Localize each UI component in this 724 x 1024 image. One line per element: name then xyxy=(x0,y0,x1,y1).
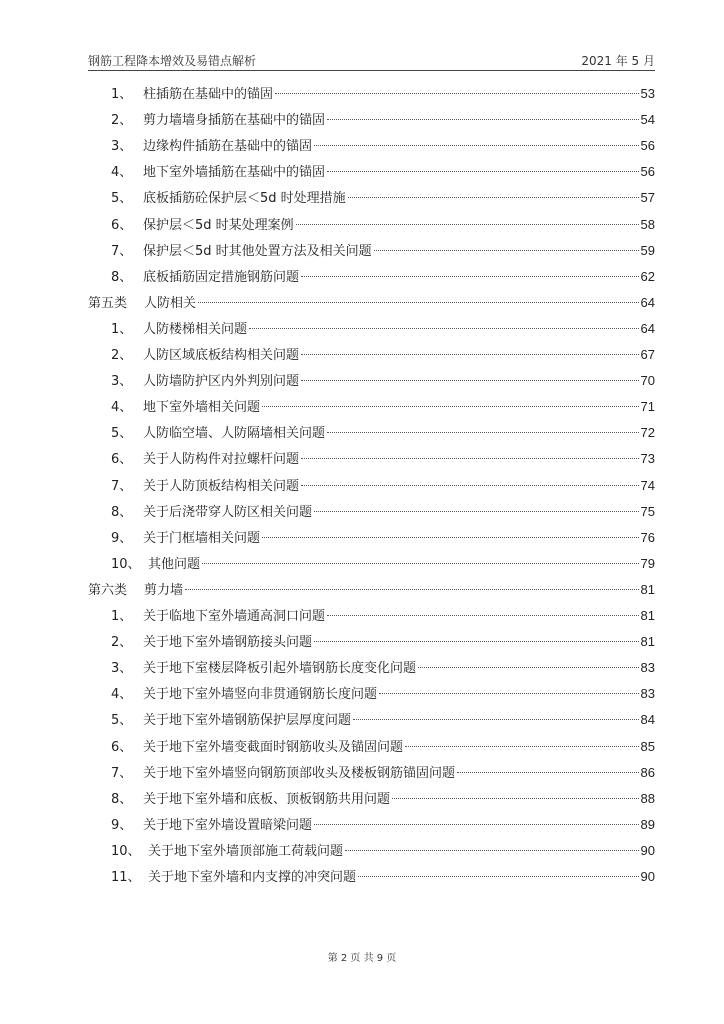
toc-item-entry[interactable] xyxy=(111,553,655,575)
toc-item-entry[interactable] xyxy=(111,788,655,810)
toc-item-entry[interactable] xyxy=(111,266,655,288)
toc-entry-number: 2、 xyxy=(111,113,133,129)
toc-dot-leader xyxy=(327,171,639,172)
toc-entry-title: 其他问题 xyxy=(148,556,201,572)
toc-entry-title: 地下室外墙插筋在基础中的锚固 xyxy=(143,165,326,181)
toc-entry-page-number: 90 xyxy=(640,842,655,858)
toc-section-entry[interactable] xyxy=(88,292,655,314)
toc-entry-page-number: 84 xyxy=(640,712,655,728)
toc-entry-number: 4、 xyxy=(111,400,133,416)
toc-dot-leader xyxy=(327,615,639,616)
toc-dot-leader xyxy=(405,746,639,747)
toc-entry-number: 6、 xyxy=(111,452,133,468)
toc-entry-number: 2、 xyxy=(111,348,133,363)
document-date: 2021 年 5 月 xyxy=(581,54,655,68)
toc-entry-number: 7、 xyxy=(111,478,133,494)
toc-entry-page-number: 53 xyxy=(640,86,655,101)
toc-entry-page-number: 54 xyxy=(640,112,655,128)
toc-entry-title: 保护层＜5d 时其他处置方法及相关问题 xyxy=(143,243,372,259)
toc-entry-number: 第六类 xyxy=(88,582,128,598)
toc-entry-page-number: 62 xyxy=(640,268,655,284)
toc-item-entry[interactable] xyxy=(111,762,655,784)
toc-entry-number: 5、 xyxy=(111,713,133,729)
toc-entry-title: 关于地下室外墙顶部施工荷载问题 xyxy=(148,843,344,859)
toc-item-entry[interactable] xyxy=(111,527,655,549)
toc-dot-leader xyxy=(392,798,639,799)
toc-entry-page-number: 75 xyxy=(640,503,655,519)
toc-item-entry[interactable] xyxy=(111,135,655,157)
toc-entry-page-number: 56 xyxy=(640,164,655,180)
toc-dot-leader xyxy=(202,563,639,564)
toc-dot-leader xyxy=(275,93,639,94)
toc-dot-leader xyxy=(314,145,639,146)
toc-section-entry[interactable] xyxy=(88,579,655,601)
toc-dot-leader xyxy=(301,354,639,355)
toc-item-entry[interactable] xyxy=(111,736,655,758)
toc-item-entry[interactable] xyxy=(111,866,655,888)
toc-entry-title: 关于门框墙相关问题 xyxy=(143,530,261,546)
toc-entry-title: 人防临空墙、人防隔墙相关问题 xyxy=(143,426,326,442)
toc-entry-page-number: 71 xyxy=(640,399,655,415)
toc-entry-page-number: 59 xyxy=(640,242,655,258)
toc-entry-page-number: 86 xyxy=(640,764,655,780)
toc-item-entry[interactable] xyxy=(111,214,655,236)
toc-item-entry[interactable] xyxy=(111,161,655,183)
toc-item-entry[interactable] xyxy=(111,683,655,705)
toc-dot-leader xyxy=(185,589,639,590)
toc-entry-number: 11、 xyxy=(111,870,141,885)
toc-entry-page-number: 85 xyxy=(640,738,655,754)
toc-dot-leader xyxy=(301,380,639,381)
toc-entry-number: 第五类 xyxy=(88,295,128,311)
toc-item-entry[interactable] xyxy=(111,83,655,105)
toc-dot-leader xyxy=(374,250,639,251)
toc-entry-title: 关于地下室外墙竖向钢筋顶部收头及楼板钢筋锚固问题 xyxy=(143,765,456,781)
toc-entry-number: 5、 xyxy=(111,426,133,442)
toc-entry-title: 人防楼梯相关问题 xyxy=(143,321,248,337)
toc-entry-page-number: 70 xyxy=(640,373,655,389)
toc-entry-number: 1、 xyxy=(111,87,133,102)
toc-entry-title: 关于地下室外墙钢筋保护层厚度问题 xyxy=(143,713,352,729)
page-footer xyxy=(0,949,724,964)
toc-entry-number: 3、 xyxy=(111,661,133,677)
toc-item-entry[interactable] xyxy=(111,475,655,497)
toc-entry-title: 地下室外墙相关问题 xyxy=(143,400,261,416)
toc-item-entry[interactable] xyxy=(111,605,655,627)
toc-entry-title: 底板插筋砼保护层＜5d 时处理措施 xyxy=(143,191,346,207)
toc-dot-leader xyxy=(348,197,639,198)
toc-item-entry[interactable] xyxy=(111,657,655,679)
toc-item-entry[interactable] xyxy=(111,240,655,262)
toc-dot-leader xyxy=(301,458,639,459)
header-divider xyxy=(88,70,655,71)
toc-entry-number: 8、 xyxy=(111,504,133,520)
toc-entry-page-number: 72 xyxy=(640,425,655,441)
toc-entry-number: 3、 xyxy=(111,374,133,390)
toc-dot-leader xyxy=(314,511,639,512)
toc-entry-title: 关于地下室楼层降板引起外墙钢筋长度变化问题 xyxy=(143,661,417,677)
toc-item-entry[interactable] xyxy=(111,840,655,862)
toc-entry-title: 关于人防顶板结构相关问题 xyxy=(143,478,300,494)
toc-entry-title: 关于地下室外墙竖向非贯通钢筋长度问题 xyxy=(143,687,378,703)
toc-entry-page-number: 81 xyxy=(640,581,655,597)
toc-entry-number: 6、 xyxy=(111,217,133,233)
toc-item-entry[interactable] xyxy=(111,187,655,209)
toc-item-entry[interactable] xyxy=(111,396,655,418)
toc-dot-leader xyxy=(301,485,639,486)
toc-dot-leader xyxy=(345,850,639,851)
toc-entry-title: 剪力墙墙身插筋在基础中的锚固 xyxy=(143,113,326,129)
toc-entry-page-number: 74 xyxy=(640,477,655,493)
document-title: 钢筋工程降本增效及易错点解析 xyxy=(88,54,257,68)
toc-dot-leader xyxy=(262,537,639,538)
toc-item-entry[interactable] xyxy=(111,344,655,366)
toc-entry-number: 9、 xyxy=(111,530,133,546)
toc-entry-page-number: 79 xyxy=(640,555,655,571)
toc-entry-title: 剪力墙 xyxy=(144,582,184,598)
toc-entry-page-number: 88 xyxy=(640,790,655,806)
toc-entry-title: 关于临地下室外墙通高洞口问题 xyxy=(143,609,326,624)
toc-dot-leader xyxy=(262,406,639,407)
toc-entry-title: 人防区域底板结构相关问题 xyxy=(143,348,300,363)
toc-item-entry[interactable] xyxy=(111,370,655,392)
page-header xyxy=(88,52,655,70)
toc-entry-page-number: 81 xyxy=(640,634,655,650)
toc-entry-number: 8、 xyxy=(111,791,133,807)
toc-dot-leader xyxy=(327,119,639,120)
toc-entry-page-number: 83 xyxy=(640,686,655,702)
toc-entry-number: 1、 xyxy=(111,321,133,337)
toc-entry-title: 柱插筋在基础中的锚固 xyxy=(143,87,274,102)
toc-entry-page-number: 64 xyxy=(640,294,655,310)
toc-entry-number: 10、 xyxy=(111,556,141,572)
toc-entry-page-number: 58 xyxy=(640,216,655,232)
toc-item-entry[interactable] xyxy=(111,501,655,523)
toc-dot-leader xyxy=(418,667,639,668)
toc-item-entry[interactable] xyxy=(111,448,655,470)
toc-item-entry[interactable] xyxy=(111,422,655,444)
toc-dot-leader xyxy=(358,876,639,877)
toc-entry-title: 关于人防构件对拉螺杆问题 xyxy=(143,452,300,468)
toc-entry-title: 人防墙防护区内外判别问题 xyxy=(143,374,300,390)
toc-entry-title: 关于地下室外墙设置暗梁问题 xyxy=(143,817,313,833)
page-number-label: 第 2 页 共 9 页 xyxy=(327,953,397,964)
toc-entry-number: 3、 xyxy=(111,139,133,155)
toc-entry-page-number: 73 xyxy=(640,451,655,467)
toc-entry-page-number: 76 xyxy=(640,529,655,545)
toc-entry-number: 4、 xyxy=(111,687,133,703)
toc-entry-number: 6、 xyxy=(111,739,133,755)
toc-entry-page-number: 81 xyxy=(640,608,655,623)
toc-entry-number: 5、 xyxy=(111,191,133,207)
toc-dot-leader xyxy=(457,772,639,773)
toc-entry-page-number: 90 xyxy=(640,869,655,884)
toc-dot-leader xyxy=(296,224,639,225)
toc-entry-number: 2、 xyxy=(111,635,133,651)
toc-entry-number: 9、 xyxy=(111,817,133,833)
toc-entry-page-number: 56 xyxy=(640,138,655,154)
toc-item-entry[interactable] xyxy=(111,109,655,131)
toc-item-entry[interactable] xyxy=(111,631,655,653)
toc-dot-leader xyxy=(314,641,639,642)
toc-entry-page-number: 89 xyxy=(640,816,655,832)
toc-item-entry[interactable] xyxy=(111,318,655,340)
toc-entry-title: 关于地下室外墙和底板、顶板钢筋共用问题 xyxy=(143,791,391,807)
toc-entry-title: 底板插筋固定措施钢筋问题 xyxy=(143,269,300,285)
toc-entry-page-number: 67 xyxy=(640,347,655,362)
toc-dot-leader xyxy=(198,302,639,303)
toc-dot-leader xyxy=(327,432,639,433)
toc-dot-leader xyxy=(353,719,639,720)
toc-entry-page-number: 57 xyxy=(640,190,655,206)
toc-entry-page-number: 83 xyxy=(640,660,655,676)
toc-dot-leader xyxy=(249,328,639,329)
toc-entry-number: 10、 xyxy=(111,843,141,859)
toc-entry-page-number: 64 xyxy=(640,320,655,336)
toc-entry-number: 4、 xyxy=(111,165,133,181)
toc-entry-number: 7、 xyxy=(111,243,133,259)
toc-entry-number: 1、 xyxy=(111,609,133,624)
toc-dot-leader xyxy=(379,693,639,694)
toc-dot-leader xyxy=(314,824,639,825)
toc-item-entry[interactable] xyxy=(111,709,655,731)
toc-entry-title: 关于地下室外墙和内支撑的冲突问题 xyxy=(148,870,357,885)
toc-entry-title: 关于地下室外墙钢筋接头问题 xyxy=(143,635,313,651)
toc-entry-title: 人防相关 xyxy=(144,295,197,311)
toc-entry-title: 边缘构件插筋在基础中的锚固 xyxy=(143,139,313,155)
toc-entry-title: 关于后浇带穿人防区相关问题 xyxy=(143,504,313,520)
toc-item-entry[interactable] xyxy=(111,814,655,836)
toc-entry-title: 保护层＜5d 时某处理案例 xyxy=(143,217,294,233)
toc-entry-title: 关于地下室外墙变截面时钢筋收头及锚固问题 xyxy=(143,739,404,755)
toc-entry-number: 7、 xyxy=(111,765,133,781)
toc-entry-number: 8、 xyxy=(111,269,133,285)
toc-dot-leader xyxy=(301,276,639,277)
